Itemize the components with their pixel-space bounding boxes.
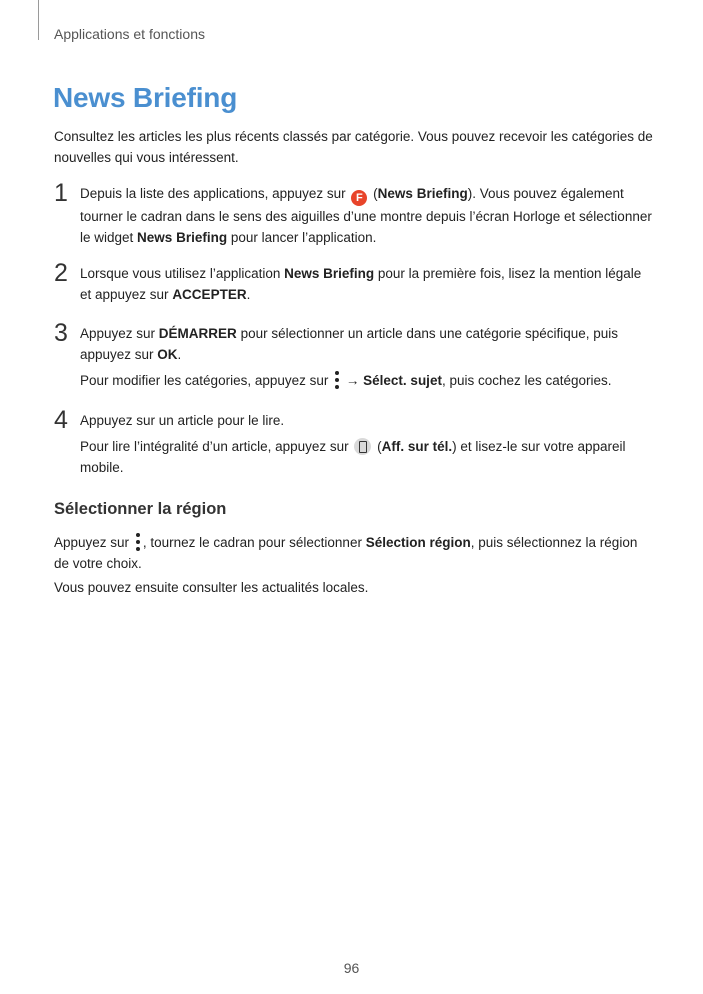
region-bold-term: Sélection région [365, 535, 471, 550]
step-1 [54, 179, 654, 248]
step-text-part: pour sélectionner un article dans une catégorie spécifique, puis appuyez sur [80, 326, 619, 362]
step-text-part: ( [373, 439, 382, 454]
step-number: 1 [54, 179, 68, 207]
step-text-part: . [177, 347, 182, 362]
step-text-part: Pour lire l’intégralité d’un article, appuyez sur [80, 439, 349, 454]
step-note [80, 370, 654, 391]
region-paragraph [54, 532, 654, 574]
news-briefing-app-icon: F [351, 190, 367, 206]
step-text-part: pour lancer l’application. [227, 230, 377, 245]
step-text [80, 263, 654, 305]
step-text-part: Appuyez sur [80, 326, 159, 341]
step-bold-term: Aff. sur tél. [381, 439, 453, 454]
more-options-icon [335, 371, 339, 389]
region-text-part: , tournez le cadran pour sélectionner [142, 535, 366, 550]
step-text-part: → [342, 373, 364, 388]
region-text-part: , puis sélectionnez la région de votre choix. [54, 535, 638, 571]
page-number: 96 [343, 960, 360, 976]
step-bold-term: News Briefing [284, 266, 375, 281]
step-3 [54, 319, 654, 391]
step-bold-term: News Briefing [137, 230, 228, 245]
show-on-phone-icon [354, 438, 371, 455]
region-note-paragraph: Vous pouvez ensuite consulter les actualités locales. [54, 580, 369, 595]
step-text-part: . [246, 287, 251, 302]
step-text: Appuyez sur un article pour le lire. [80, 413, 285, 428]
step-text-part: ( [369, 186, 378, 201]
step-text-part: , puis cochez les catégories. [441, 373, 612, 388]
step-text-part: Depuis la liste des applications, appuyez sur [80, 186, 346, 201]
step-text [80, 183, 654, 248]
step-4 [54, 406, 654, 478]
step-text [80, 323, 654, 365]
step-bold-term: DÉMARRER [158, 326, 237, 341]
running-head: Applications et fonctions [54, 26, 205, 42]
step-bold-term: News Briefing [377, 186, 468, 201]
step-note [80, 436, 654, 478]
step-bold-term: Sélect. sujet [363, 373, 442, 388]
step-text-part: ) et lisez-le sur votre appareil mobile. [80, 439, 626, 475]
step-text-part: Lorsque vous utilisez l’application [80, 266, 285, 281]
page-title: News Briefing [53, 82, 238, 113]
step-number: 4 [54, 406, 68, 434]
step-text-part: pour la première fois, lisez la mention légale et appuyez sur [80, 266, 642, 302]
step-number: 2 [54, 259, 68, 287]
region-text-part: Appuyez sur [54, 535, 130, 550]
margin-rule [38, 0, 39, 40]
step-2 [54, 259, 654, 305]
section-heading: Sélectionner la région [54, 500, 227, 518]
step-bold-term: OK [157, 347, 178, 362]
intro-paragraph: Consultez les articles les plus récents classés par catégorie. Vous pouvez recevoir les catégories de nouvelles qui vous intéressent. [54, 129, 653, 165]
step-text-part: Pour modifier les catégories, appuyez sur [80, 373, 329, 388]
step-bold-term: ACCEPTER [172, 287, 247, 302]
step-text-part: ). Vous pouvez également tourner le cadran dans le sens des aiguilles d’une montre depuis l’écran Horloge et sélectionner le widget [80, 186, 652, 245]
more-options-icon [136, 533, 140, 551]
step-number: 3 [54, 319, 68, 347]
